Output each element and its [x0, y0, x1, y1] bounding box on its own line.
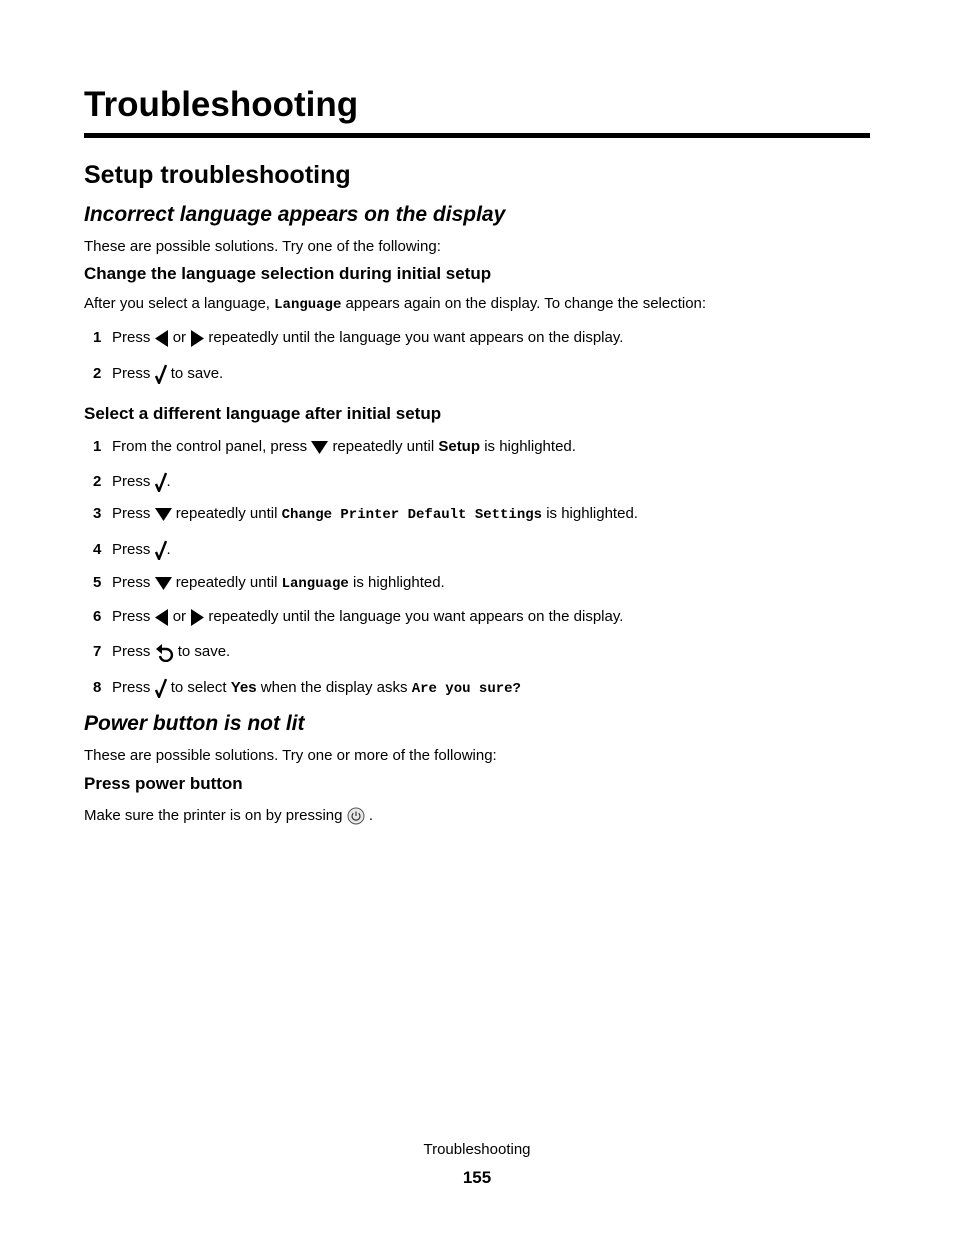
bold-yes: Yes	[230, 679, 257, 696]
subheading-change-language: Change the language selection during initial setup	[84, 264, 492, 283]
code-language: Language	[281, 576, 349, 592]
step-number: 8	[93, 679, 102, 696]
step-pre: Press	[112, 643, 151, 660]
step-text	[112, 364, 223, 384]
step-number: 3	[93, 505, 102, 522]
page-title: Troubleshooting	[84, 85, 359, 124]
step-number: 1	[93, 438, 102, 455]
para-text: .	[368, 807, 373, 824]
topic-intro: These are possible solutions. Try one of the following:	[84, 238, 441, 255]
step-pre: From the control panel, press	[112, 438, 308, 455]
topic-heading-power-button: Power button is not lit	[84, 712, 305, 735]
paragraph-after-select	[84, 294, 706, 315]
step-mid: when the display asks	[260, 679, 408, 696]
step-mid: or	[172, 329, 187, 346]
code-language: Language	[274, 297, 342, 313]
paragraph-power	[84, 806, 373, 826]
left-arrow-icon	[155, 609, 169, 626]
checkmark-icon	[155, 678, 167, 698]
step-pre: Press	[112, 574, 151, 591]
subheading-different-language: Select a different language after initial setup	[84, 404, 442, 423]
title-rule	[84, 133, 870, 138]
step-number: 7	[93, 643, 102, 660]
step-post: to save.	[177, 643, 231, 660]
para-text: After you select a language,	[84, 295, 270, 312]
step-mid: to select	[170, 679, 227, 696]
step-text	[112, 540, 171, 560]
step-text	[112, 678, 521, 699]
section-heading: Setup troubleshooting	[84, 161, 351, 189]
code-are-you-sure: Are you sure?	[411, 681, 521, 697]
left-arrow-icon	[155, 330, 169, 347]
step-post: to save.	[170, 365, 224, 382]
subheading-press-power: Press power button	[84, 774, 243, 793]
step-pre: Press	[112, 473, 151, 490]
step-pre: Press	[112, 329, 151, 346]
step-mid: repeatedly until	[175, 505, 278, 522]
para-text: appears again on the display. To change the selection:	[345, 295, 707, 312]
checkmark-icon	[155, 540, 167, 560]
step-text	[112, 642, 230, 662]
step-text	[112, 437, 576, 457]
step-post: is highlighted.	[546, 505, 638, 522]
footer-section-label: Troubleshooting	[423, 1141, 531, 1158]
down-arrow-icon	[311, 440, 328, 454]
step-post: .	[166, 473, 171, 490]
step-post: is highlighted.	[352, 574, 445, 591]
step-pre: Press	[112, 505, 151, 522]
step-post: is highlighted.	[484, 438, 576, 455]
back-arrow-icon	[155, 643, 174, 662]
power-button-icon	[347, 807, 365, 825]
step-text	[112, 573, 445, 594]
step-pre: Press	[112, 365, 151, 382]
step-number: 2	[93, 365, 102, 382]
step-number: 1	[93, 329, 102, 346]
step-text	[112, 472, 171, 492]
step-pre: Press	[112, 541, 151, 558]
step-mid: or	[172, 608, 187, 625]
step-post: repeatedly until the language you want appears on the display.	[208, 608, 624, 625]
step-pre: Press	[112, 679, 151, 696]
step-post: repeatedly until the language you want appears on the display.	[208, 329, 624, 346]
step-text	[112, 328, 623, 348]
right-arrow-icon	[190, 330, 204, 347]
topic-heading-incorrect-language: Incorrect language appears on the display	[84, 203, 506, 226]
step-mid: repeatedly until	[332, 438, 435, 455]
step-text	[112, 504, 638, 525]
checkmark-icon	[155, 364, 167, 384]
step-post: .	[166, 541, 171, 558]
step-number: 4	[93, 541, 102, 558]
topic-intro: These are possible solutions. Try one or more of the following:	[84, 747, 497, 764]
code-change-printer-default-settings: Change Printer Default Settings	[281, 507, 543, 523]
down-arrow-icon	[155, 576, 172, 590]
down-arrow-icon	[155, 507, 172, 521]
right-arrow-icon	[190, 609, 204, 626]
checkmark-icon	[155, 472, 167, 492]
step-number: 6	[93, 608, 102, 625]
step-number: 5	[93, 574, 102, 591]
step-text	[112, 607, 623, 627]
bold-setup: Setup	[438, 438, 481, 455]
step-number: 2	[93, 473, 102, 490]
page-number: 155	[462, 1168, 492, 1187]
step-pre: Press	[112, 608, 151, 625]
para-text: Make sure the printer is on by pressing	[84, 807, 343, 824]
step-mid: repeatedly until	[175, 574, 278, 591]
